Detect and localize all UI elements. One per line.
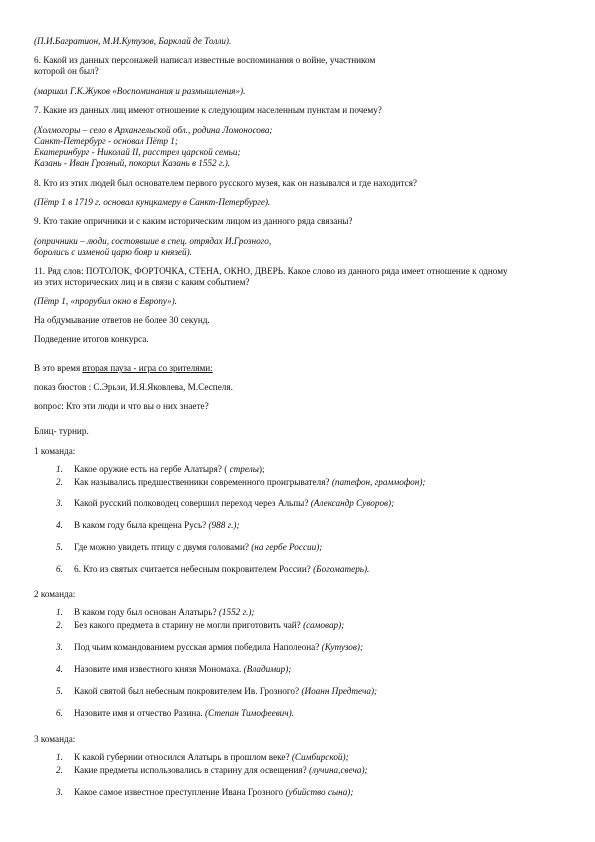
- spectator-question: вопрос: Кто эти люди и что вы о них знаете?: [34, 401, 209, 411]
- pause-prefix: В это время: [34, 363, 83, 373]
- question-text: 11. Ряд слов: ПОТОЛОК, ФОРТОЧКА, СТЕНА, ОКНО, ДВЕРЬ. Какое слово из данного ряда имеет отношение к одному: [34, 266, 508, 276]
- answer-text: Екатеринбург - Николай II, расстрел царской семьи;: [34, 147, 241, 157]
- question-text: 8. Кто из этих людей был основателем первого русского музея, как он назывался и где находится?: [34, 178, 417, 188]
- body-text: Подведение итогов конкурса.: [34, 334, 149, 344]
- team2-heading: 2 команда:: [34, 589, 76, 599]
- busts-line: показ бюстов : С.Эрьзи, И.Я.Яковлева, М.Сеспеля.: [34, 382, 233, 392]
- question-text: которой он был?: [34, 66, 99, 76]
- team1-heading: 1 команда:: [34, 446, 76, 456]
- answer-text: Казань - Иван Грозный, покорил Казань в 1552 г.).: [34, 158, 231, 168]
- question-text: 7. Какие из данных лиц имеют отношение к следующим населенным пунктам и почему?: [34, 105, 382, 115]
- question-text: 6. Какой из данных персонажей написал известные воспоминания о войне, участником: [34, 55, 376, 65]
- answer-text: (Пётр 1 в 1719 г. основал кунцкамеру в Санкт-Петербурге).: [34, 197, 271, 207]
- answer-text: Санкт-Петербург - основал Пётр 1;: [34, 136, 178, 146]
- answer-text: боролись с изменой царю бояр и князей).: [34, 247, 192, 257]
- blitz-title: Блиц- турнир.: [34, 426, 89, 436]
- answer-text: (опричники – люди, состоявшие в спец. отрядах И.Грозного,: [34, 236, 272, 246]
- question-text: из этих исторических лиц и в связи с каким событием?: [34, 277, 250, 287]
- pause-line: [34, 363, 213, 375]
- body-text: На обдумывание ответов не более 30 секунд.: [34, 315, 210, 325]
- answer-text: (П.И.Багратион, М.И.Кутузов, Барклай де Толли).: [34, 36, 232, 46]
- answer-text: (маршал Г.К.Жуков «Воспоминания и размышления»).: [34, 86, 246, 96]
- answer-text: (Пётр 1, «прорубил окно в Европу»).: [34, 296, 177, 306]
- team3-heading: 3 команда:: [34, 734, 76, 744]
- answer-text: (Холмогоры – село в Архангельской обл., родина Ломоносова;: [34, 125, 273, 135]
- question-text: 9. Кто такие опричники и с каким историческим лицом из данного ряда связаны?: [34, 216, 353, 226]
- pause-underlined: вторая пауза - игра со зрителями:: [82, 363, 213, 373]
